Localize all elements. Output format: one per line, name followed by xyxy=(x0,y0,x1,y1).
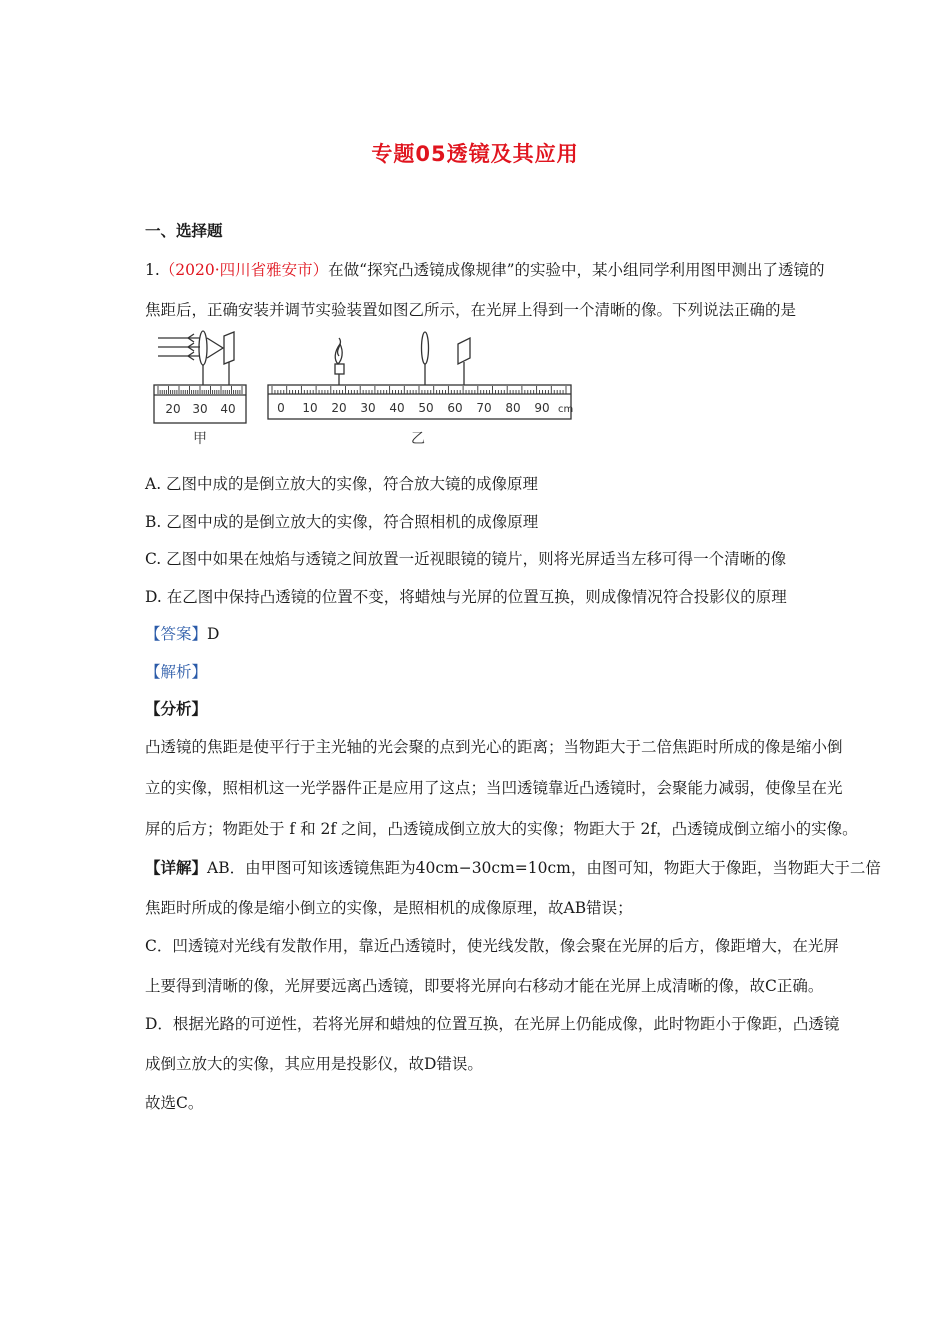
candle-body xyxy=(335,364,344,374)
tick-label: 40 xyxy=(220,402,236,416)
analysis-tag: 【解析】 xyxy=(145,663,208,681)
conclusion: 故选C。 xyxy=(145,1094,204,1112)
question-stem-line1 xyxy=(145,258,825,280)
fenxi-tag: 【分析】 xyxy=(145,699,208,718)
tick-label: 60 xyxy=(447,401,463,415)
xiangjie-line-5: D．根据光路的可逆性，若将光屏和蜡烛的位置互换，在光屏上仍能成像，此时物距小于像距，凸透镜 xyxy=(145,1015,840,1033)
xiangjie-line-6: 成倒立放大的实像，其应用是投影仪，故D错误。 xyxy=(145,1055,483,1073)
answer-value: D xyxy=(207,625,220,643)
xiangjie-line-1 xyxy=(145,856,881,878)
tick-label: 30 xyxy=(192,402,208,416)
answer-line xyxy=(145,622,219,644)
tick-label: 80 xyxy=(505,401,521,415)
xiangjie-line-4: 上要得到清晰的像，光屏要远离凸透镜，即要将光屏向右移动才能在光屏上成清晰的像，故C正确。 xyxy=(145,977,824,995)
ruler-unit: cm xyxy=(558,404,574,415)
screen-jia xyxy=(224,332,234,364)
fenxi-line-3: 屏的后方；物距处于 f 和 2f 之间，凸透镜成倒立放大的实像；物距大于 2f，凸透镜成倒立缩小的实像。 xyxy=(145,820,858,838)
question-stem-text: 在做“探究凸透镜成像规律”的实验中，某小组同学利用图甲测出了透镜的 xyxy=(328,261,825,279)
option-d: D. 在乙图中保持凸透镜的位置不变，将蜡烛与光屏的位置互换，则成像情况符合投影仪的原理 xyxy=(145,588,787,606)
converging-rays xyxy=(207,338,223,358)
xiangjie-line-3: C．凹透镜对光线有发散作用，靠近凸透镜时，使光线发散，像会聚在光屏的后方，像距增大，在光屏 xyxy=(145,937,839,955)
tick-label: 0 xyxy=(277,401,285,415)
experiment-figure xyxy=(148,330,578,450)
option-c: C. 乙图中如果在烛焰与透镜之间放置一近视眼镜的镜片，则将光屏适当左移可得一个清晰的像 xyxy=(145,550,787,568)
page-title: 专题05透镜及其应用 xyxy=(371,142,579,166)
tick-label: 70 xyxy=(476,401,492,415)
tick-label: 50 xyxy=(418,401,434,415)
tick-label: 20 xyxy=(331,401,347,415)
xiangjie-text: AB．由甲图可知该透镜焦距为40cm−30cm=10cm，由图可知，物距大于像距，当物距大于二倍 xyxy=(207,859,881,877)
convex-lens-jia xyxy=(199,331,207,365)
answer-tag: 【答案】 xyxy=(145,625,208,643)
option-a: A. 乙图中成的是倒立放大的实像，符合放大镜的成像原理 xyxy=(145,475,539,493)
xiangjie-tag: 【详解】 xyxy=(145,858,208,877)
tick-label: 30 xyxy=(360,401,376,415)
fenxi-line-1: 凸透镜的焦距是使平行于主光轴的光会聚的点到光心的距离；当物距大于二倍焦距时所成的像是缩小倒 xyxy=(145,738,843,756)
question-number: 1. xyxy=(145,261,160,279)
fenxi-line-2: 立的实像，照相机这一光学器件正是应用了这点；当凹透镜靠近凸透镜时，会聚能力减弱，使像呈在光 xyxy=(145,779,843,797)
xiangjie-line-2: 焦距时所成的像是缩小倒立的实像，是照相机的成像原理，故AB错误； xyxy=(145,899,633,917)
question-stem-line2: 焦距后，正确安装并调节实验装置如图乙所示，在光屏上得到一个清晰的像。下列说法正确的是 xyxy=(145,301,797,319)
screen-yi xyxy=(458,338,470,364)
convex-lens-yi xyxy=(422,332,429,364)
option-b: B. 乙图中成的是倒立放大的实像，符合照相机的成像原理 xyxy=(145,513,539,531)
question-source: （2020·四川省雅安市） xyxy=(159,261,329,279)
tick-label: 20 xyxy=(165,402,181,416)
section-heading: 一、选择题 xyxy=(145,221,223,240)
tick-label: 10 xyxy=(302,401,318,415)
tick-label: 40 xyxy=(389,401,405,415)
tick-label: 90 xyxy=(534,401,550,415)
jia-tick-labels xyxy=(165,402,235,416)
figure-label-yi: 乙 xyxy=(411,431,425,447)
figure-label-jia: 甲 xyxy=(193,431,207,447)
